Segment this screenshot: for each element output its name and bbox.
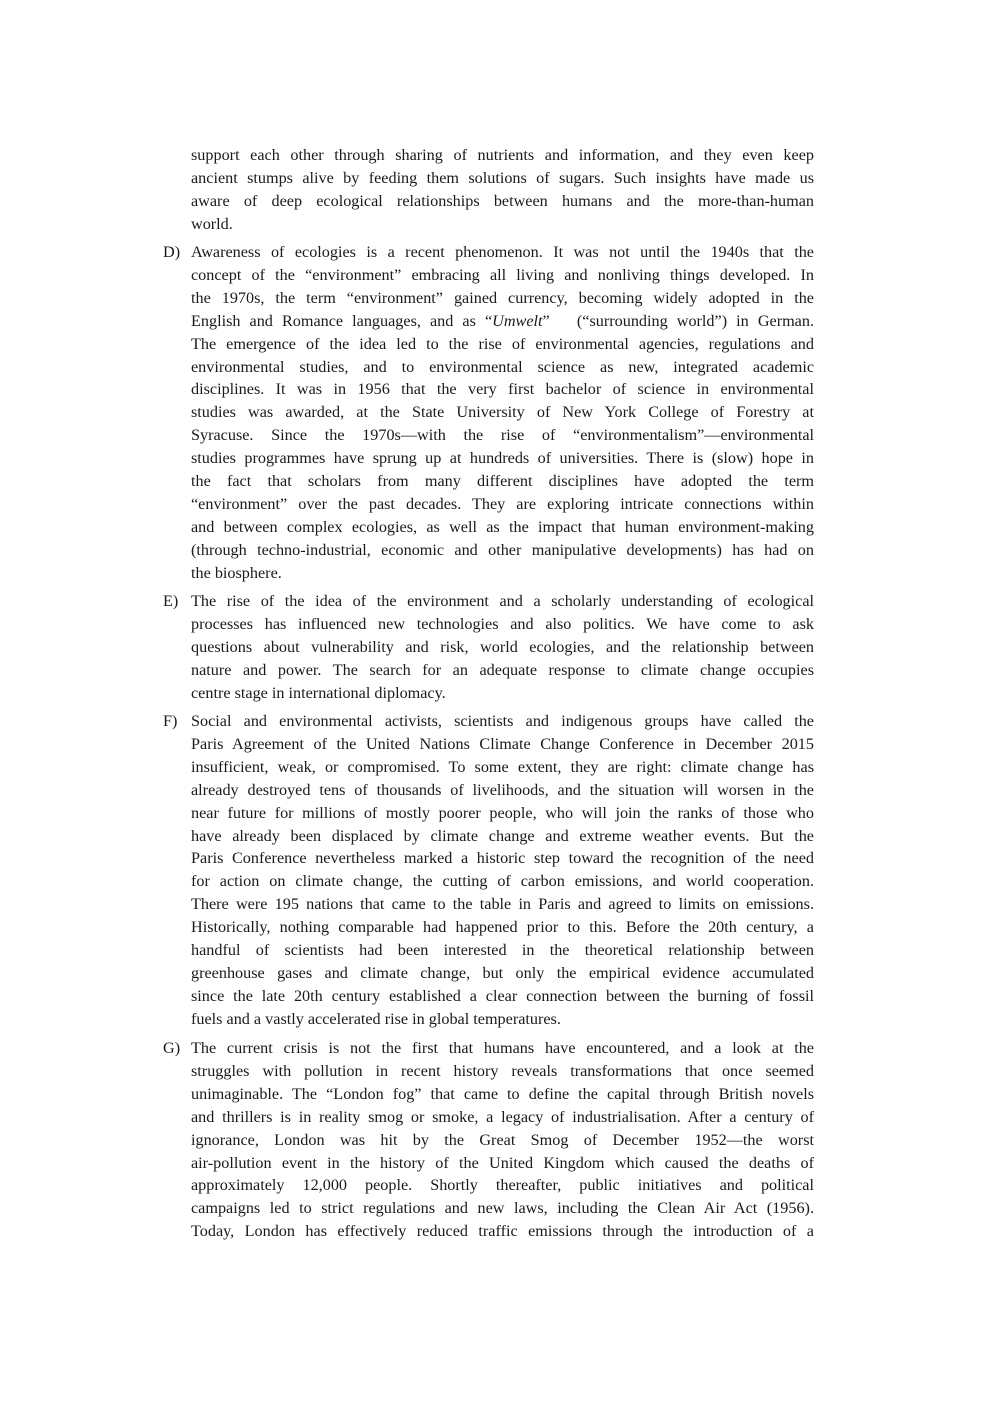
text-line: near future for millions of mostly poorer people, who will join the ranks of those who [191, 803, 814, 822]
text-line: unimaginable. The “London fog” that came to define the capital through British novels [191, 1084, 814, 1103]
text-line: Social and environmental activists, scientists and indigenous groups have called the [191, 712, 814, 730]
text-line: and thrillers is in reality smog or smoke, a legacy of industrialisation. After a century of [191, 1107, 814, 1126]
text-line: fuels and a vastly accelerated rise in global temperatures. [191, 1009, 561, 1028]
text-line: ancient stumps alive by feeding them solutions of sugars. Such insights have made us [191, 168, 814, 187]
text-line: aware of deep ecological relationships between humans and the more-than-human [191, 191, 814, 210]
text-line: studies programmes have sprung up at hundreds of universities. There is (slow) hope in [191, 449, 814, 468]
text-line: nature and power. The search for an adequate response to climate change occupies [191, 660, 814, 679]
paragraph-label: D) [163, 243, 181, 261]
text-line: Paris Agreement of the United Nations Climate Change Conference in December 2015 [191, 734, 814, 753]
text-line: the biosphere. [191, 563, 282, 582]
paragraph-label: G) [163, 1039, 181, 1057]
text-line: disciplines. It was in 1956 that the very first bachelor of science in environmental [191, 380, 814, 399]
text-line: centre stage in international diplomacy. [191, 683, 446, 702]
text-line: handful of scientists had been interested in the theoretical relationship between [191, 941, 814, 960]
text-line: Today, London has effectively reduced traffic emissions through the introduction of a [191, 1222, 814, 1241]
text-line: studies was awarded, at the State University of New York College of Forestry at [191, 403, 814, 422]
paragraph-label: F) [163, 712, 178, 730]
text-line: greenhouse gases and climate change, but only the empirical evidence accumulated [191, 963, 814, 982]
text-line: the fact that scholars from many different disciplines have adopted the term [191, 472, 814, 491]
text-line: Paris Conference nevertheless marked a historic step toward the recognition of the need [191, 849, 814, 868]
paragraph-e [163, 590, 814, 705]
text-line: environmental studies, and to environmental science as new, integrated academic [191, 357, 814, 376]
text-line: and between complex ecologies, as well as the impact that human environment-making [191, 517, 814, 536]
text-line: since the late 20th century established a clear connection between the burning of fossil [191, 986, 814, 1005]
text-line-with-italic: English and Romance languages, and as “Umwelt” (“surrounding world”) in German. [191, 311, 814, 330]
text-line: approximately 12,000 people. Shortly thereafter, public initiatives and political [191, 1176, 814, 1195]
text-line: campaigns led to strict regulations and new laws, including the Clean Air Act (1956). [191, 1199, 814, 1218]
text-line: ignorance, London was hit by the Great Smog of December 1952—the worst [191, 1130, 814, 1149]
text-line: “environment” over the past decades. They are exploring intricate connections within [191, 494, 814, 513]
text-line: Syracuse. Since the 1970s—with the rise of “environmentalism”—environmental [191, 426, 814, 445]
text-line: Historically, nothing comparable had happened prior to this. Before the 20th century, a [191, 918, 814, 937]
text-line: The emergence of the idea led to the rise of environmental agencies, regulations and [191, 334, 814, 353]
text-line: Awareness of ecologies is a recent phenomenon. It was not until the 1940s that the [191, 243, 814, 261]
text-line: concept of the “environment” embracing all living and nonliving things developed. In [191, 265, 814, 284]
text-line: processes has influenced new technologies and also politics. We have come to ask [191, 614, 814, 633]
text-line: air-pollution event in the history of the United Kingdom which caused the deaths of [191, 1153, 814, 1172]
paragraph-g [163, 1037, 814, 1243]
text-line: support each other through sharing of nutrients and information, and they even keep [191, 146, 814, 164]
paragraph-d [163, 241, 814, 585]
text-line: questions about vulnerability and risk, world ecologies, and the relationship between [191, 637, 814, 656]
text-line: the 1970s, the term “environment” gained currency, becoming widely adopted in the [191, 288, 814, 307]
text-line: for action on climate change, the cutting of carbon emissions, and world cooperation. [191, 872, 814, 891]
paragraph-label: E) [163, 592, 179, 610]
text-line: The current crisis is not the first that humans have encountered, and a look at the [191, 1039, 814, 1057]
text-line: world. [191, 214, 233, 233]
text-line: The rise of the idea of the environment and a scholarly understanding of ecological [191, 592, 814, 610]
paragraph-f [163, 710, 814, 1031]
paragraph-continuation [191, 144, 814, 236]
text-line: (through techno-industrial, economic and other manipulative developments) has had on [191, 540, 814, 559]
text-line: struggles with pollution in recent history reveals transformations that once seemed [191, 1061, 814, 1080]
text-line: insufficient, weak, or compromised. To some extent, they are right: climate change has [191, 757, 814, 776]
text-line: There were 195 nations that came to the table in Paris and agreed to limits on emissions. [191, 895, 814, 914]
text-line: have already been displaced by climate change and extreme weather events. But the [191, 826, 814, 845]
text-line: already destroyed tens of thousands of livelihoods, and the situation will worsen in the [191, 780, 814, 799]
